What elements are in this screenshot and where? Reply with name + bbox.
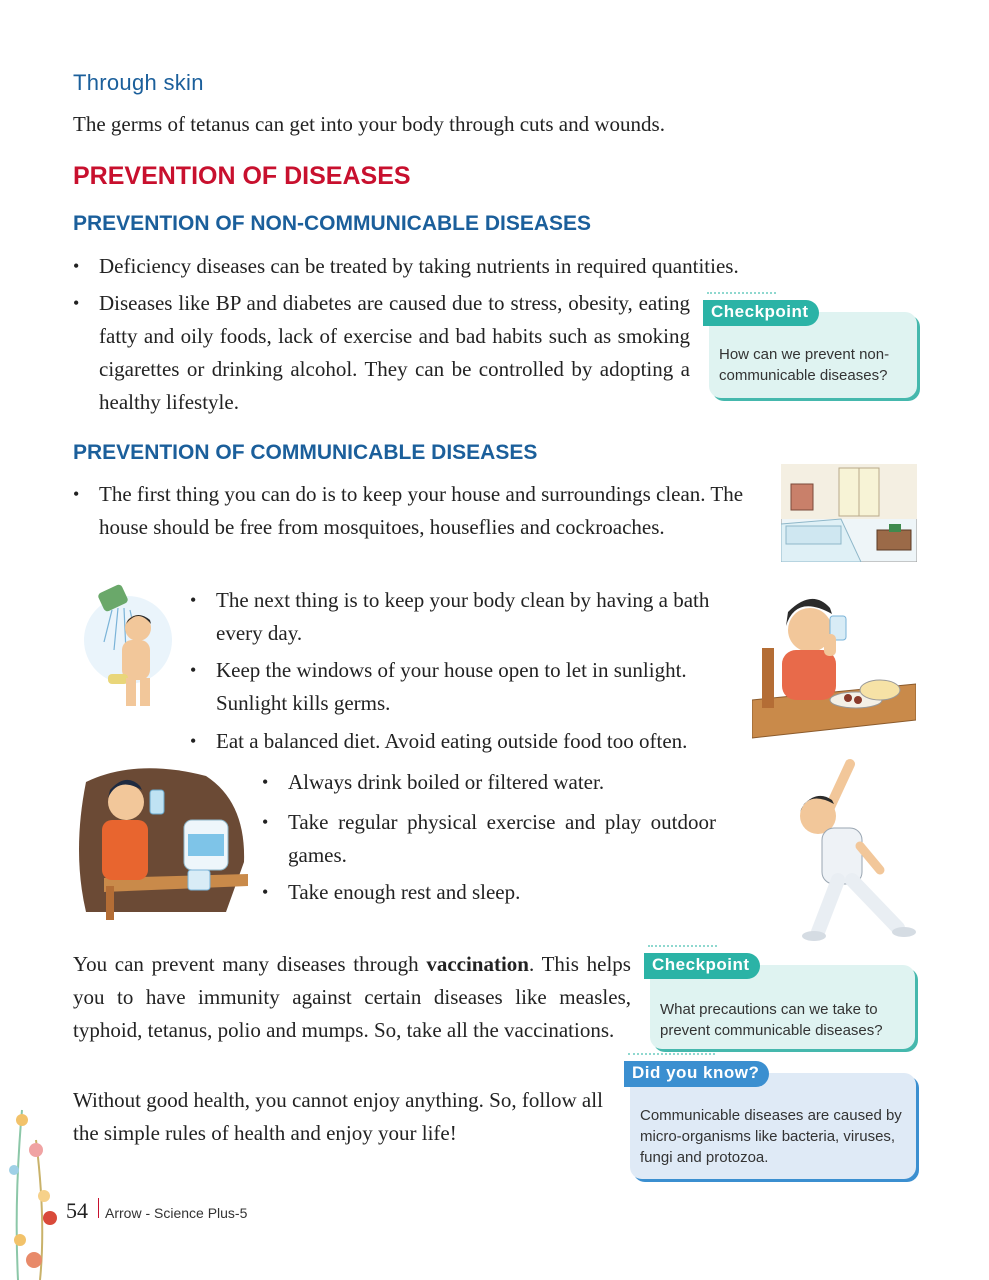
- list-item-text: The next thing is to keep your body clean by having a bath every day.: [216, 588, 710, 645]
- list-item: [262, 876, 718, 909]
- did-you-know-tag: Did you know?: [624, 1061, 769, 1087]
- list-item-text: Take regular physical exercise and play outdoor games.: [288, 810, 716, 867]
- list-item: [190, 654, 748, 720]
- page-footer: [66, 1198, 247, 1224]
- footer-divider: [98, 1198, 99, 1218]
- eating-boy-illustration: [752, 588, 916, 746]
- page-heading: PREVENTION OF DISEASES: [73, 162, 411, 190]
- checkpoint-tag: Checkpoint: [703, 300, 819, 326]
- list-item: [190, 584, 748, 650]
- list-item: [73, 287, 690, 419]
- list-item-text: Eat a balanced diet. Avoid eating outside food too often.: [216, 729, 688, 753]
- vaccination-paragraph: [73, 948, 631, 1047]
- list-item-text: Diseases like BP and diabetes are caused due to stress, obesity, eating fatty and oily foods, lack of exercise and bad habits such as smoking cigarettes or drinking alcohol. They can be controlled by adopting a healthy lifestyle.: [99, 291, 690, 414]
- did-you-know-text: Communicable diseases are caused by micro-organisms like bacteria, viruses, fungi and protozoa.: [640, 1107, 902, 1166]
- water-filter-boy-illustration: [76, 762, 248, 922]
- clean-room-illustration: [781, 464, 917, 562]
- section-subheading: Through skin: [73, 70, 204, 95]
- bullet-icon: •: [190, 660, 197, 680]
- paragraph: The germs of tetanus can get into your body through cuts and wounds.: [73, 112, 665, 136]
- section-heading: PREVENTION OF NON-COMMUNICABLE DISEASES: [73, 212, 592, 235]
- book-title: Arrow - Science Plus-5: [105, 1205, 248, 1221]
- bullet-icon: •: [262, 812, 269, 832]
- list-item: [190, 725, 756, 758]
- checkpoint-box: [650, 955, 915, 1049]
- list-item-text: Always drink boiled or filtered water.: [288, 770, 605, 794]
- vaccination-keyword: vaccination: [426, 952, 529, 976]
- closing-paragraph: Without good health, you cannot enjoy anything. So, follow all the simple rules of health and enjoy your life!: [73, 1088, 603, 1145]
- list-item-text: Take enough rest and sleep.: [288, 880, 521, 904]
- vaccination-text-start: You can prevent many diseases through: [73, 952, 427, 976]
- page-number: 54: [66, 1198, 88, 1223]
- list-item-text: The first thing you can do is to keep your house and surroundings clean. The house should be free from mosquitoes, houseflies and cockroaches.: [99, 482, 744, 539]
- list-item: [73, 250, 859, 283]
- exercise-boy-illustration: [790, 750, 920, 944]
- bullet-icon: •: [262, 772, 269, 792]
- list-item: [262, 806, 716, 872]
- section-heading: PREVENTION OF COMMUNICABLE DISEASES: [73, 441, 538, 464]
- checkpoint-box: [709, 302, 917, 398]
- list-item-text: Keep the windows of your house open to let in sunlight. Sunlight kills germs.: [216, 658, 687, 715]
- bullet-icon: •: [73, 484, 80, 504]
- bullet-icon: •: [190, 590, 197, 610]
- bullet-icon: •: [190, 731, 197, 751]
- floral-decoration: [0, 1100, 70, 1280]
- checkpoint-question: What precautions can we take to prevent communicable diseases?: [660, 1001, 883, 1039]
- vaccination-text-end: . This helps you to have immunity against certain diseases like measles, typhoid, tetanus, polio and mumps. So, take all the vaccinations.: [73, 952, 631, 1042]
- list-item-text: Deficiency diseases can be treated by taking nutrients in required quantities.: [99, 254, 739, 278]
- did-you-know-box: [630, 1063, 916, 1179]
- bullet-icon: •: [73, 293, 80, 313]
- checkpoint-tag: Checkpoint: [644, 953, 760, 979]
- checkpoint-question: How can we prevent non-communicable diseases?: [719, 346, 890, 384]
- list-item: [262, 766, 718, 799]
- bullet-icon: •: [73, 256, 80, 276]
- bath-kid-illustration: [78, 580, 176, 710]
- bullet-icon: •: [262, 882, 269, 902]
- list-item: [73, 478, 749, 544]
